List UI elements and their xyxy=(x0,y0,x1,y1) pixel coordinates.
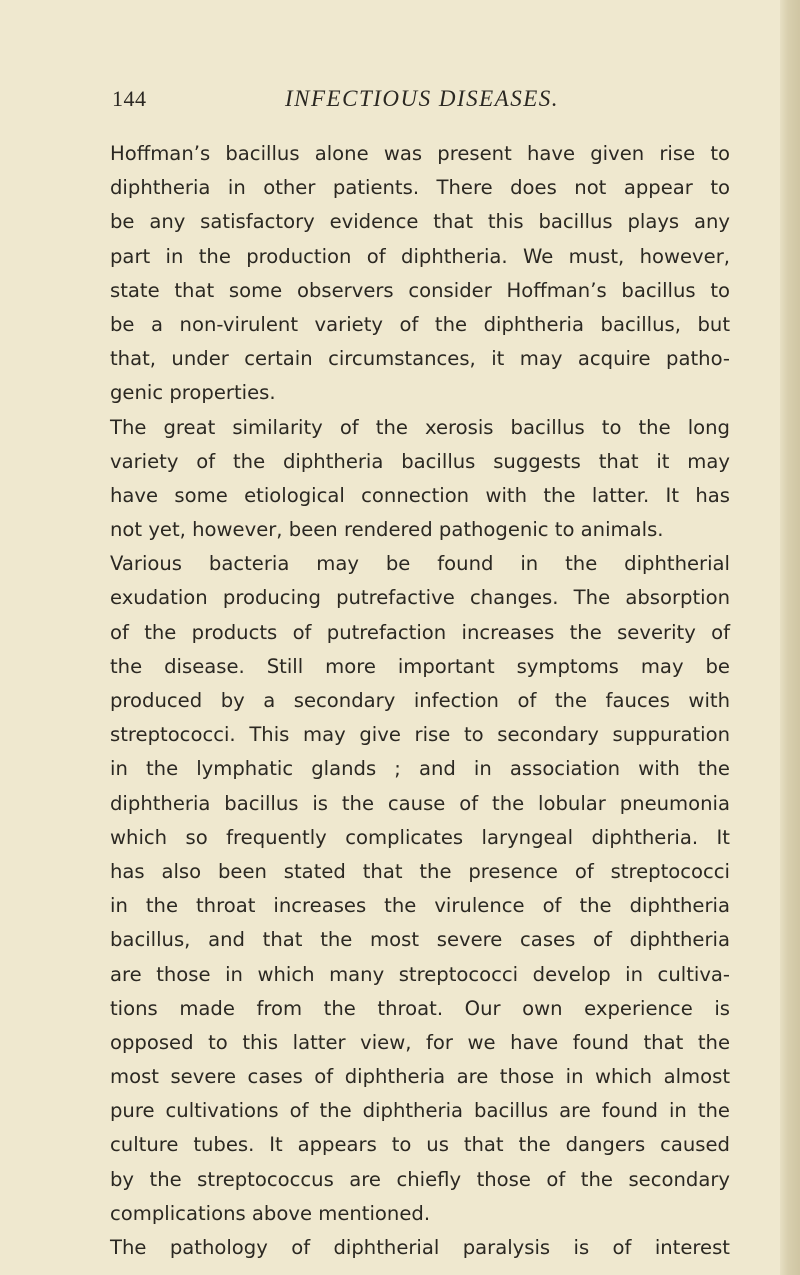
text-line: produced by a secondary infection of the fauces with xyxy=(110,689,730,712)
text-line: not yet, however, been rendered pathogenic to animals. xyxy=(110,518,664,542)
text-line: most severe cases of diphtheria are those in which almost xyxy=(110,1065,730,1089)
text-line: culture tubes. It appears to us that the dangers caused xyxy=(110,1133,730,1157)
text-line: Various bacteria may be found in the diphtherial xyxy=(110,552,730,576)
text-line: diphtheria in other patients. There does not appear to xyxy=(110,176,730,200)
text-line: diphtheria bacillus is the cause of the lobular pneumonia xyxy=(110,791,730,815)
text-line: tions made from the throat. Our own experience is xyxy=(110,996,730,1020)
page-number: 144 xyxy=(112,86,147,111)
text-line: be a non-virulent variety of the diphtheria bacillus, but xyxy=(110,312,730,336)
text-line: have some etiological connection with the latter. It has xyxy=(110,483,730,507)
text-line: pure cultivations of the diphtheria bacillus are found in the xyxy=(110,1099,730,1123)
text-line: by the streptococcus are chiefly those of the secondary xyxy=(110,1167,730,1191)
page-edge xyxy=(780,0,800,1275)
text-line: which so frequently complicates laryngeal diphtheria. It xyxy=(110,825,730,849)
text-line: opposed to this latter view, for we have found that the xyxy=(110,1030,730,1054)
text-line: The pathology of diphtherial paralysis is of interest xyxy=(110,1236,730,1259)
body-text xyxy=(110,137,730,1265)
running-head: INFECTIOUS DISEASES. xyxy=(285,86,560,111)
text-line: Hoffman’s bacillus alone was present have given rise to xyxy=(110,142,730,165)
text-line: that, under certain circumstances, it may acquire patho- xyxy=(110,347,730,371)
text-line: in the throat increases the virulence of the diphtheria xyxy=(110,894,730,918)
text-line: The great similarity of the xerosis bacillus to the long xyxy=(110,415,730,439)
page-header xyxy=(0,86,800,116)
text-line: part in the production of diphtheria. We must, however, xyxy=(110,244,730,268)
text-line: of the products of putrefaction increases the severity of xyxy=(110,620,730,644)
text-line: complications above mentioned. xyxy=(110,1201,431,1225)
text-line: genic properties. xyxy=(110,381,276,405)
text-line: be any satisfactory evidence that this bacillus plays any xyxy=(110,210,730,234)
text-line: are those in which many streptococci develop in cultiva- xyxy=(110,962,730,986)
text-line: streptococci. This may give rise to secondary suppuration xyxy=(110,723,730,747)
text-line: bacillus, and that the most severe cases of diphtheria xyxy=(110,928,730,952)
text-line: in the lymphatic glands ; and in association with the xyxy=(110,757,730,781)
text-line: has also been stated that the presence of streptococci xyxy=(110,859,730,883)
text-line: the disease. Still more important symptoms may be xyxy=(110,654,730,678)
text-line: state that some observers consider Hoffman’s bacillus to xyxy=(110,278,730,302)
text-line: variety of the diphtheria bacillus suggests that it may xyxy=(110,449,730,473)
text-line: exudation producing putrefactive changes. The absorption xyxy=(110,586,730,610)
